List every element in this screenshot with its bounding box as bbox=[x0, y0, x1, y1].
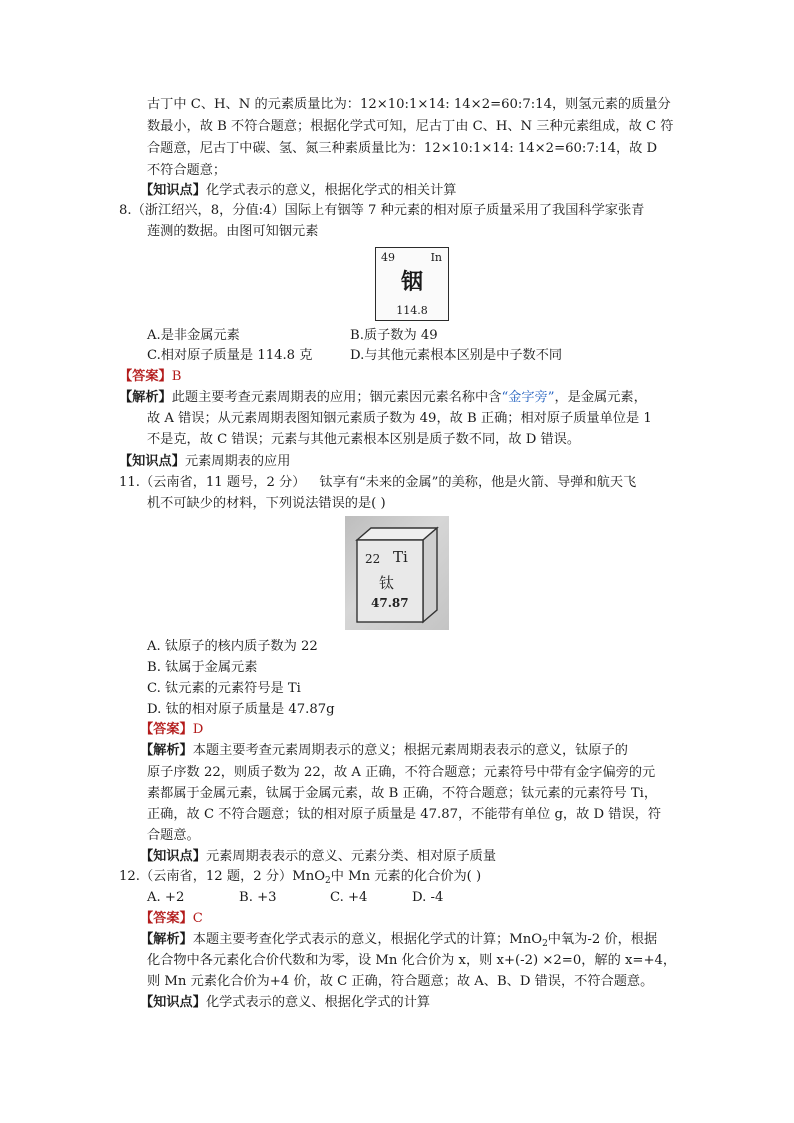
answer-tag: 【答案】 bbox=[140, 911, 193, 926]
indium-element-card bbox=[375, 247, 449, 321]
q12-option-c: C. +4 bbox=[330, 890, 368, 905]
q12-analysis-line-2: 化合物中各元素化合价代数和为零，设 Mn 化合价为 x，则 x+(-2) ×2=0，解的 x=+4， bbox=[147, 953, 677, 968]
answer-tag: 【答案】 bbox=[119, 369, 172, 384]
knowledge-text: 元素周期表的应用 bbox=[184, 454, 291, 469]
answer-tag: 【答案】 bbox=[140, 722, 193, 737]
analysis-text: 本题主要考查化学式表示的意义，根据化学式的计算；MnO bbox=[192, 932, 543, 947]
element-symbol: In bbox=[430, 251, 442, 264]
knowledge-text: 化学式表示的意义，根据化学式的相关计算 bbox=[205, 183, 457, 198]
q11-option-d: D. 钛的相对原子质量是 47.87g bbox=[147, 702, 335, 717]
q11-knowledge-point bbox=[140, 847, 496, 867]
analysis-highlight: “金字旁” bbox=[501, 390, 555, 405]
answer-value: D bbox=[192, 722, 204, 737]
q11-answer bbox=[140, 720, 203, 740]
q11-option-a: A. 钛原子的核内质子数为 22 bbox=[147, 639, 318, 654]
q11-analysis-line-5: 合题意。 bbox=[147, 828, 200, 843]
q11-stem-text: 钛享有“未来的金属”的美称，他是火箭、导弹和航天飞 bbox=[319, 475, 637, 490]
q7-knowledge-point bbox=[140, 181, 457, 201]
q12-option-a: A. +2 bbox=[147, 890, 185, 905]
q8-option-c: C.相对原子质量是 114.8 克 bbox=[147, 348, 313, 363]
q12-option-d: D. -4 bbox=[412, 890, 444, 905]
knowledge-tag: 【知识点】 bbox=[140, 849, 206, 864]
q8-stem-line-1: 8.（浙江绍兴，8，分值:4）国际上有铟等 7 种元素的相对原子质量采用了我国科学家张青 bbox=[119, 203, 645, 218]
q8-option-a: A.是非金属元素 bbox=[147, 328, 240, 343]
q7-text-line-3: 合题意，尼古丁中碳、氢、氮三种素质量比为：12×10:1×14: 14×2=60:7:14，故 D bbox=[147, 141, 658, 156]
analysis-text: ，是金属元素， bbox=[554, 390, 647, 405]
q8-answer bbox=[119, 367, 181, 387]
q7-text-line-1: 古丁中 C、H、N 的元素质量比为：12×10:1×14: 14×2=60:7:14，则氢元素的质量分 bbox=[147, 97, 671, 112]
element-name: 钛 bbox=[379, 574, 395, 592]
q11-stem-line-2: 机不可缺少的材料，下列说法错误的是( ) bbox=[147, 496, 386, 511]
q12-analysis-line-3: 则 Mn 元素化合价为+4 价，故 C 正确，符合题意；故 A、B、D 错误，不符合题意。 bbox=[147, 974, 654, 989]
q7-text-line-4: 不符合题意； bbox=[147, 163, 227, 178]
q11-option-c: C. 钛元素的元素符号是 Ti bbox=[147, 681, 301, 696]
q8-stem-line-2: 莲测的数据。由图可知铟元素 bbox=[147, 224, 319, 239]
atomic-number: 49 bbox=[381, 251, 395, 264]
q11-analysis-line-4: 正确，故 C 不符合题意；钛的相对原子质量是 47.87，不能带有单位 g，故 D 错误，符 bbox=[147, 807, 662, 822]
q11-source: 11.（云南省，11 题号，2 分） bbox=[119, 475, 306, 490]
q12-answer bbox=[140, 909, 203, 929]
analysis-text: 此题主要考查元素周期表的应用；铟元素因元素名称中含 bbox=[171, 390, 502, 405]
q8-analysis-line-2: 故 A 错误；从元素周期表图知铟元素质子数为 49，故 B 正确；相对原子质量单位是 1 bbox=[147, 411, 652, 426]
atomic-mass: 114.8 bbox=[396, 304, 428, 317]
q8-analysis-line-1 bbox=[119, 388, 647, 408]
q12-subscript: 2 bbox=[325, 876, 331, 886]
q11-analysis-line-1 bbox=[140, 741, 628, 761]
knowledge-text: 化学式表示的意义、根据化学式的计算 bbox=[205, 995, 431, 1010]
q12-stem-text: 12.（云南省，12 题，2 分）MnO bbox=[119, 869, 326, 884]
q12-stem-text: 中 Mn 元素的化合价为( ) bbox=[330, 869, 482, 884]
analysis-tag: 【解析】 bbox=[140, 743, 193, 758]
q7-text-line-2: 数最小，故 B 不符合题意；根据化学式可知，尼古丁由 C、H、N 三种元素组成，故 C 符 bbox=[147, 119, 674, 134]
titanium-cube-drawing bbox=[345, 516, 449, 630]
analysis-tag: 【解析】 bbox=[140, 932, 193, 947]
analysis-tag: 【解析】 bbox=[119, 390, 172, 405]
q8-knowledge-point bbox=[119, 452, 290, 472]
answer-value: C bbox=[192, 911, 203, 926]
q8-option-b: B.质子数为 49 bbox=[350, 328, 438, 343]
titanium-element-photo bbox=[345, 516, 449, 630]
analysis-text: 中氧为-2 价，根据 bbox=[547, 932, 658, 947]
q12-option-b: B. +3 bbox=[239, 890, 277, 905]
q8-option-d: D.与其他元素根本区别是中子数不同 bbox=[350, 348, 563, 363]
q11-option-b: B. 钛属于金属元素 bbox=[147, 660, 258, 675]
answer-value: B bbox=[171, 369, 182, 384]
atomic-mass: 47.87 bbox=[371, 596, 409, 610]
q11-stem-line-1 bbox=[119, 473, 636, 493]
q11-analysis-line-3: 素都属于金属元素，钛属于金属元素，故 B 正确，不符合题意；钛元素的元素符号 Ti， bbox=[147, 786, 658, 801]
knowledge-text: 元素周期表表示的意义、元素分类、相对原子质量 bbox=[205, 849, 497, 864]
q8-analysis-line-3: 不是克，故 C 错误；元素与其他元素根本区别是质子数不同，故 D 错误。 bbox=[147, 432, 581, 447]
knowledge-tag: 【知识点】 bbox=[140, 995, 206, 1010]
knowledge-tag: 【知识点】 bbox=[140, 183, 206, 198]
analysis-text: 本题主要考查元素周期表示的意义；根据元素周期表表示的意义，钛原子的 bbox=[192, 743, 628, 758]
atomic-number: 22 bbox=[365, 552, 381, 566]
knowledge-tag: 【知识点】 bbox=[119, 454, 185, 469]
element-name: 铟 bbox=[400, 269, 423, 295]
q12-knowledge-point bbox=[140, 993, 430, 1013]
element-symbol: Ti bbox=[393, 548, 408, 566]
analysis-subscript: 2 bbox=[542, 939, 548, 949]
q11-analysis-line-2: 原子序数 22，则质子数为 22，故 A 正确，不符合题意；元素符号中带有金字偏旁的元 bbox=[147, 765, 656, 780]
